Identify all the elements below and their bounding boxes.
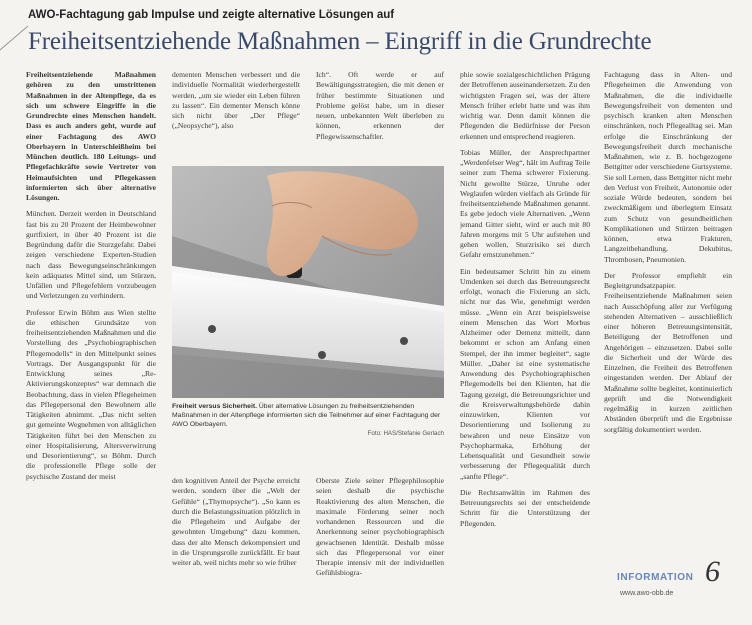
text-column-3-bottom — [316, 476, 444, 606]
body-paragraph: Der Professor empfiehlt ein Begleitgrundsatzpapier. Freiheitsentziehende Maßnahmen seien nach Ausschöpfung aller zur Verfügung stehenden Alternativen – ausschließlich einer höheren Betreuungsintensität, Beteiligung der Betroffenen und Angehörigen – einzusetzen. Dabei solle die Sicherheit und der Würde des Einzelnen, die Freiheit des Betroffenen eingestanden werden. Der Ablauf der Maßnahme sollte begleitet, kontinuierlich geprüft und die Notwendigkeit regelmäßig in kurzen zeitlichen Abständen überprüft und die Ergebnisse sorgfältig dokumentiert werden. — [604, 270, 732, 434]
text-column-1 — [26, 70, 156, 605]
text-column-2-bottom — [172, 476, 300, 606]
caption-text: Über alternative Lösungen zu freiheitsentziehenden Maßnahmen in der Altenpflege informierten sich die Teilnehmer auf einer Fachtagung der AWO Oberbayern. — [172, 403, 441, 428]
text-column-3-top — [316, 70, 444, 162]
article-photo — [172, 166, 444, 398]
page-number: 6 — [705, 555, 720, 588]
text-column-4 — [460, 70, 590, 605]
body-paragraph: dementen Menschen verbessert und die individuelle Normalität wiederhergestellt werden, „um sie wieder ein Leben führen zu lassen“. Ein dementer Mensch könne sich nicht über „Der Pflege“ („Neopsyche“), also — [172, 70, 300, 131]
body-paragraph: Die Rechtsanwältin im Rahmen des Betreuungsrechts sei der entscheidende Schritt für die Unterstützung der Pflegenden. — [460, 487, 590, 528]
information-url[interactable]: www.awo-obb.de — [620, 590, 674, 597]
photo-caption — [172, 402, 444, 429]
body-paragraph: Ich“. Oft werde er auf Bewältigungsstrategien, die mit denen er früher bestimmte Situationen und Probleme gelöst habe, um in dieser neuen, unbekannten Welt überleben zu können, erkennen der Pflegewissenschaftler. — [316, 70, 444, 141]
photo-credit: Foto: HAS/Stefanie Gerlach — [367, 430, 444, 437]
body-paragraph: den kognitiven Anteil der Psyche erreicht werden, sondern über die „Welt der Gefühle“ („Thymopsyche“). „So kann es durch die Belastungssituation plötzlich in die Pflegeheim und Aufgabe der gewohnten Umgebung“ dazu kommen, dass der alte Mensch dekompensiert und in die Ursprungsrolle zurückfällt. Er baut weiter ab, weil nichts mehr so wie früher — [172, 476, 300, 567]
body-paragraph: Fachtagung dass in Alten- und Pflegeheimen die Anwendung von Maßnahmen, die die individuelle Bewegungsfreiheit von dementen und psychisch kranken alten Menschen einschränken, noch Pflegealltag sei. Man erfolge die Einschränkung der Bewegungsfreiheit durch mechanische Maßnahmen, wie z. B. hochgezogene Bettgitter oder verschiedene Gurtsysteme. Sie soll Lernen, dass Bettgitter nicht mehr den Verlust von Freiheit, Autonomie oder soziale Würde bedeuten, sondern bei zweckmäßigem und überlegtem Einsatz zum Schutz von gesundheitlichen Komplikationen und Stürzen beitragen können, etwa Frakturen, Langzeitbehandlung, Dekubitus, Thrombosen, Pneumonien. — [604, 70, 732, 264]
text-column-2-top — [172, 70, 300, 162]
bed-rail-hand-image — [172, 166, 444, 398]
body-paragraph: Professor Erwin Böhm aus Wien stellte die ethischen Grundsätze von freiheitsentziehenden Maßnahmen und die Vorstellung des „Psychobiographischen Pflegemodells“ in den Mittelpunkt seines Vortrags. Der Ausgangspunkt für die Entwicklung seines „Re-Aktivierungskonzeptes“ war demnach die Beobachtung, dass in vielen Pflegeheimen das Pflegepersonal den Bewohnern alle Tätigkeiten abnimmt. „Das nicht selten gut gemeinte Wegnehmen von alltäglichen Tätigkeiten führt bei den Menschen zu einer Hospitalisierung, Altersverwirrung und Desorientierung“, so Böhm. Durch die professionelle Pflege solle der psychische Zustand der meist — [26, 307, 156, 481]
body-paragraph: Oberste Ziele seiner Pflegephilosophie seien deshalb die psychische Reaktivierung des alten Menschen, die maximale Förderung seiner noch vorhandenen Ressourcen und die Anerkennung seiner psychobiographisch gewachsenen Identität. Deshalb müsse sich das Pflegepersonal vor einer Therapie intensiv mit der individuellen Gefühlsbiogra- — [316, 476, 444, 578]
body-paragraph: Ein bedeutsamer Schritt hin zu einem Umdenken sei durch das Betreuungsrecht erfolgt, wonach die Fixierung an sich, nicht nur das Wie, genehmigt werden müsse. „Wenn ein Arzt beispielsweise einem Menschen das Wort Morbus Alzheimer oder Demenz mitteilt, dann bekommt er schon am Anfang einen Stempel, der ihn immer begleitet“, sagte Müller. „Daher ist eine systematische Anwendung des Psychobiographischen Pflegemodells bei den Klienten, hat die Tagung gezeigt, die Betreuungsrichter und die Kreisverwaltungsbehörde dahin einzuwirken, Klienten vor Desorientierung und Isolierung zu bewahren und neue Einsätze von Psychopharmaka, Erhöhung der Lebensqualität und Gesundheit sowie verbesserung der Pflegequalität durch „sanfte Pflege“. — [460, 266, 590, 481]
body-paragraph: München. Derzeit werden in Deutschland fast bis zu 20 Prozent der Heimbewohner gurtfixiert, in über 40 Prozent ist die Begründung dafür die Sturzgefahr. Dabei zeigen verschiedene Experten-Studien nach dass Bewegungseinschränkungen kein adäquates Mittel sind, um Stürzen, Unfällen und Pflegefehlern vorzubeugen und Verletzungen zu verhindern. — [26, 209, 156, 301]
body-paragraph: phie sowie sozialgeschichtlichen Prägung der Betroffenen auseinandersetzen. Zu den wichtigsten Fragen sei, was der ältere Mensch früher erlebt hatte und was ihm wichtig war. Denn damit können die Pflegenden die Bedürfnisse der Person erkennen und entsprechend reagieren. — [460, 70, 590, 141]
article-kicker: AWO-Fachtagung gab Impulse und zeigte alternative Lösungen auf — [28, 9, 395, 21]
text-column-5 — [604, 70, 732, 560]
lead-paragraph: Freiheitsentziehende Maßnahmen gehören zu den umstrittenen Maßnahmen in der Altenpflege, da es sich um schwere Eingriffe in die Grundrechte eines Menschen handelt. Dass es auch anders geht, wurde auf einer Fachtagung des AWO Oberbayern in Unterschleißheim bei München deutlich. 180 Leitungs- und Pflegefachkräfte sowie Vertreter von Heimaufsichten und Pflegekassen informierten sich über alternative Lösungen. — [26, 70, 156, 202]
information-label: INFORMATION — [617, 572, 694, 583]
article-headline: Freiheitsentziehende Maßnahmen – Eingriff in die Grundrechte — [28, 28, 652, 55]
body-paragraph: Tobias Müller, der Ansprechpartner „Werdenfelser Weg“, hält im Auftrag Teile seiner zum Thema schwerer Fixierung. Nicht gewollte Stürze, Unruhe oder Weglaufen würden vielfach als Gründe für freiheitsentziehende Maßnahmen genannt. Es gebe jedoch viele Alternativen. „Wenn jemand Gitter sieht, wird er auch mit 80 Jahren morgens mit 5 Uhr aufstehen und gehen wollen, Sturzrisiko sei durch Gefahr ernstzunehmen.“ — [460, 147, 590, 260]
caption-title: Freiheit versus Sicherheit. — [172, 403, 257, 410]
